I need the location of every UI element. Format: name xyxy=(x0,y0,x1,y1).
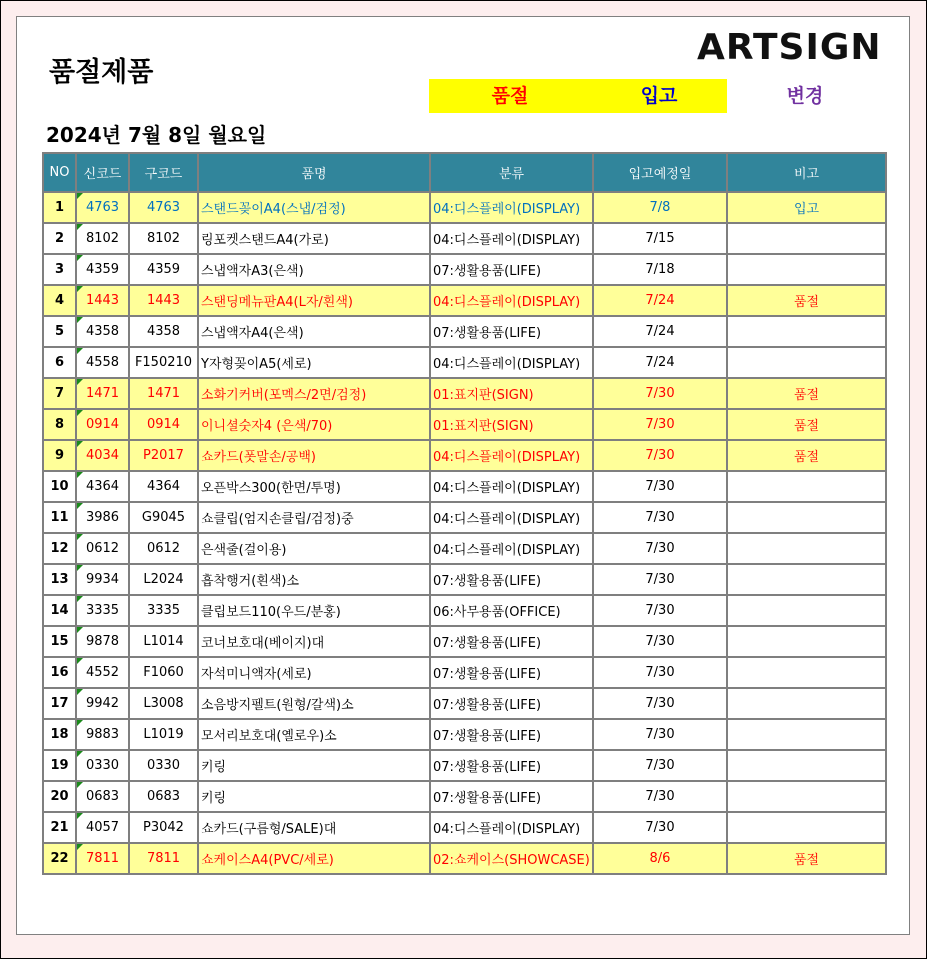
cell-arrival-date[interactable]: 7/30 xyxy=(593,812,727,843)
cell-new-code[interactable]: 1443 xyxy=(76,285,129,316)
cell-category[interactable]: 07:생활용품(LIFE) xyxy=(430,657,593,688)
cell-category[interactable]: 04:디스플레이(DISPLAY) xyxy=(430,471,593,502)
cell-category[interactable]: 04:디스플레이(DISPLAY) xyxy=(430,347,593,378)
header-new-code[interactable]: 신코드 xyxy=(76,153,129,192)
cell-category[interactable]: 07:생활용품(LIFE) xyxy=(430,626,593,657)
table-row xyxy=(43,843,886,874)
cell-new-code[interactable]: 3335 xyxy=(76,595,129,626)
row-number[interactable]: 12 xyxy=(43,533,76,564)
header-product-name[interactable]: 품명 xyxy=(198,153,430,192)
cell-old-code[interactable]: L1019 xyxy=(129,719,198,750)
legend-restock: 입고 xyxy=(640,85,678,107)
cell-old-code[interactable]: 4763 xyxy=(129,192,198,223)
cell-old-code[interactable]: 8102 xyxy=(129,223,198,254)
cell-arrival-date[interactable]: 7/30 xyxy=(593,719,727,750)
cell-product-name[interactable]: 자석미니액자(세로) xyxy=(198,657,430,688)
cell-product-name[interactable]: 쇼케이스A4(PVC/세로) xyxy=(198,843,430,874)
cell-category[interactable]: 01:표지판(SIGN) xyxy=(430,378,593,409)
cell-product-name[interactable]: 오픈박스300(한면/투명) xyxy=(198,471,430,502)
row-number[interactable]: 7 xyxy=(43,378,76,409)
cell-product-name[interactable]: 소화기커버(포멕스/2면/검정) xyxy=(198,378,430,409)
cell-old-code[interactable]: 4364 xyxy=(129,471,198,502)
cell-new-code[interactable]: 1471 xyxy=(76,378,129,409)
cell-category[interactable]: 04:디스플레이(DISPLAY) xyxy=(430,285,593,316)
cell-category[interactable]: 02:쇼케이스(SHOWCASE) xyxy=(430,843,593,874)
cell-product-name[interactable]: 은색줄(걸이용) xyxy=(198,533,430,564)
cell-new-code[interactable]: 4359 xyxy=(76,254,129,285)
cell-category[interactable]: 07:생활용품(LIFE) xyxy=(430,254,593,285)
table-row xyxy=(43,626,886,657)
cell-note[interactable] xyxy=(727,657,886,688)
cell-new-code[interactable]: 0914 xyxy=(76,409,129,440)
cell-note[interactable] xyxy=(727,626,886,657)
cell-arrival-date[interactable]: 7/30 xyxy=(593,595,727,626)
table-header-row xyxy=(43,153,886,192)
table-row xyxy=(43,254,886,285)
cell-product-name[interactable]: 클립보드110(우드/분홍) xyxy=(198,595,430,626)
legend-soldout: 품절 xyxy=(491,85,529,107)
cell-product-name[interactable]: 코너보호대(베이지)대 xyxy=(198,626,430,657)
cell-arrival-date[interactable]: 7/8 xyxy=(593,192,727,223)
cell-new-code[interactable]: 0330 xyxy=(76,750,129,781)
soldout-table xyxy=(42,152,887,875)
brand-logo: ARTSIGN xyxy=(697,27,882,68)
row-number[interactable]: 20 xyxy=(43,781,76,812)
cell-old-code[interactable]: 0914 xyxy=(129,409,198,440)
row-number[interactable]: 3 xyxy=(43,254,76,285)
cell-product-name[interactable]: 링포켓스탠드A4(가로) xyxy=(198,223,430,254)
table-row xyxy=(43,378,886,409)
cell-arrival-date[interactable]: 7/15 xyxy=(593,223,727,254)
cell-arrival-date[interactable]: 7/18 xyxy=(593,254,727,285)
table-row xyxy=(43,440,886,471)
row-number[interactable]: 10 xyxy=(43,471,76,502)
cell-product-name[interactable]: 키링 xyxy=(198,750,430,781)
cell-note[interactable] xyxy=(727,254,886,285)
table-row xyxy=(43,502,886,533)
cell-old-code[interactable]: 0683 xyxy=(129,781,198,812)
row-number[interactable]: 6 xyxy=(43,347,76,378)
table-row xyxy=(43,347,886,378)
cell-category[interactable]: 07:생활용품(LIFE) xyxy=(430,719,593,750)
cell-old-code[interactable]: G9045 xyxy=(129,502,198,533)
report-date: 2024년 7월 8일 월요일 xyxy=(46,123,267,147)
cell-note[interactable] xyxy=(727,564,886,595)
cell-old-code[interactable]: L3008 xyxy=(129,688,198,719)
cell-new-code[interactable]: 9934 xyxy=(76,564,129,595)
cell-new-code[interactable]: 9878 xyxy=(76,626,129,657)
cell-arrival-date[interactable]: 7/30 xyxy=(593,378,727,409)
cell-note[interactable] xyxy=(727,316,886,347)
cell-product-name[interactable]: 쇼카드(폿말손/공백) xyxy=(198,440,430,471)
header-no[interactable]: NO xyxy=(43,153,76,192)
cell-old-code[interactable]: 4358 xyxy=(129,316,198,347)
cell-note[interactable] xyxy=(727,750,886,781)
row-number[interactable]: 16 xyxy=(43,657,76,688)
cell-note[interactable]: 품절 xyxy=(727,843,886,874)
cell-arrival-date[interactable]: 7/30 xyxy=(593,471,727,502)
cell-category[interactable]: 01:표지판(SIGN) xyxy=(430,409,593,440)
cell-product-name[interactable]: 이니셜숫자4 (은색/70) xyxy=(198,409,430,440)
table-row xyxy=(43,316,886,347)
cell-old-code[interactable]: 0612 xyxy=(129,533,198,564)
cell-arrival-date[interactable]: 7/30 xyxy=(593,750,727,781)
cell-note[interactable]: 품절 xyxy=(727,409,886,440)
cell-old-code[interactable]: P3042 xyxy=(129,812,198,843)
cell-note[interactable] xyxy=(727,502,886,533)
cell-new-code[interactable]: 4364 xyxy=(76,471,129,502)
table-row xyxy=(43,564,886,595)
cell-old-code[interactable]: F150210 xyxy=(129,347,198,378)
cell-arrival-date[interactable]: 7/24 xyxy=(593,316,727,347)
cell-old-code[interactable]: L2024 xyxy=(129,564,198,595)
cell-category[interactable]: 07:생활용품(LIFE) xyxy=(430,781,593,812)
cell-new-code[interactable]: 0612 xyxy=(76,533,129,564)
cell-category[interactable]: 07:생활용품(LIFE) xyxy=(430,564,593,595)
cell-note[interactable] xyxy=(727,719,886,750)
cell-product-name[interactable]: 모서리보호대(옐로우)소 xyxy=(198,719,430,750)
cell-arrival-date[interactable]: 7/30 xyxy=(593,502,727,533)
cell-note[interactable] xyxy=(727,781,886,812)
cell-note[interactable] xyxy=(727,471,886,502)
table-row xyxy=(43,750,886,781)
cell-old-code[interactable]: L1014 xyxy=(129,626,198,657)
cell-new-code[interactable]: 9883 xyxy=(76,719,129,750)
row-number[interactable]: 13 xyxy=(43,564,76,595)
cell-arrival-date[interactable]: 7/30 xyxy=(593,440,727,471)
cell-note[interactable] xyxy=(727,533,886,564)
table-row xyxy=(43,533,886,564)
row-number[interactable]: 18 xyxy=(43,719,76,750)
cell-note[interactable] xyxy=(727,812,886,843)
cell-note[interactable] xyxy=(727,595,886,626)
row-number[interactable]: 9 xyxy=(43,440,76,471)
cell-product-name[interactable]: 흡착행거(흰색)소 xyxy=(198,564,430,595)
header-note[interactable]: 비고 xyxy=(727,153,886,192)
cell-old-code[interactable]: 3335 xyxy=(129,595,198,626)
cell-arrival-date[interactable]: 7/24 xyxy=(593,347,727,378)
cell-new-code[interactable]: 4763 xyxy=(76,192,129,223)
cell-arrival-date[interactable]: 7/30 xyxy=(593,626,727,657)
row-number[interactable]: 8 xyxy=(43,409,76,440)
row-number[interactable]: 5 xyxy=(43,316,76,347)
cell-old-code[interactable]: 4359 xyxy=(129,254,198,285)
cell-product-name[interactable]: 소음방지펠트(원형/갈색)소 xyxy=(198,688,430,719)
cell-note[interactable]: 품절 xyxy=(727,440,886,471)
cell-category[interactable]: 04:디스플레이(DISPLAY) xyxy=(430,440,593,471)
cell-category[interactable]: 07:생활용품(LIFE) xyxy=(430,316,593,347)
cell-new-code[interactable]: 9942 xyxy=(76,688,129,719)
cell-product-name[interactable]: 스냅액자A4(은색) xyxy=(198,316,430,347)
cell-product-name[interactable]: 쇼카드(구름형/SALE)대 xyxy=(198,812,430,843)
cell-category[interactable]: 06:사무용품(OFFICE) xyxy=(430,595,593,626)
cell-note[interactable] xyxy=(727,223,886,254)
table-row xyxy=(43,812,886,843)
cell-category[interactable]: 04:디스플레이(DISPLAY) xyxy=(430,533,593,564)
row-number[interactable]: 21 xyxy=(43,812,76,843)
cell-new-code[interactable]: 4034 xyxy=(76,440,129,471)
table-row xyxy=(43,688,886,719)
table-row xyxy=(43,719,886,750)
table-row xyxy=(43,192,886,223)
row-number[interactable]: 11 xyxy=(43,502,76,533)
cell-arrival-date[interactable]: 7/30 xyxy=(593,564,727,595)
cell-new-code[interactable]: 0683 xyxy=(76,781,129,812)
cell-note[interactable] xyxy=(727,688,886,719)
cell-note[interactable]: 입고 xyxy=(727,192,886,223)
cell-new-code[interactable]: 4552 xyxy=(76,657,129,688)
table-row xyxy=(43,285,886,316)
cell-arrival-date[interactable]: 7/30 xyxy=(593,657,727,688)
sheet xyxy=(16,16,910,935)
cell-note[interactable]: 품절 xyxy=(727,285,886,316)
row-number[interactable]: 17 xyxy=(43,688,76,719)
cell-product-name[interactable]: Y자형꽂이A5(세로) xyxy=(198,347,430,378)
cell-category[interactable]: 04:디스플레이(DISPLAY) xyxy=(430,223,593,254)
table-row xyxy=(43,223,886,254)
table-row xyxy=(43,471,886,502)
cell-product-name[interactable]: 스탠딩메뉴판A4(L자/흰색) xyxy=(198,285,430,316)
cell-new-code[interactable]: 3986 xyxy=(76,502,129,533)
cell-product-name[interactable]: 키링 xyxy=(198,781,430,812)
cell-old-code[interactable]: 7811 xyxy=(129,843,198,874)
cell-old-code[interactable]: 1443 xyxy=(129,285,198,316)
row-number[interactable]: 14 xyxy=(43,595,76,626)
cell-category[interactable]: 04:디스플레이(DISPLAY) xyxy=(430,502,593,533)
page-title: 품절제품 xyxy=(49,57,154,88)
cell-product-name[interactable]: 쇼클립(엄지손클립/검정)중 xyxy=(198,502,430,533)
table-row xyxy=(43,657,886,688)
cell-note[interactable]: 품절 xyxy=(727,378,886,409)
cell-old-code[interactable]: 1471 xyxy=(129,378,198,409)
cell-arrival-date[interactable]: 7/30 xyxy=(593,781,727,812)
header-arrival-date[interactable]: 입고예정일 xyxy=(593,153,727,192)
cell-arrival-date[interactable]: 7/30 xyxy=(593,533,727,564)
cell-category[interactable]: 07:생활용품(LIFE) xyxy=(430,688,593,719)
cell-new-code[interactable]: 8102 xyxy=(76,223,129,254)
cell-product-name[interactable]: 스탠드꽂이A4(스냅/검정) xyxy=(198,192,430,223)
cell-category[interactable]: 07:생활용품(LIFE) xyxy=(430,750,593,781)
table-row xyxy=(43,781,886,812)
row-number[interactable]: 1 xyxy=(43,192,76,223)
cell-category[interactable]: 04:디스플레이(DISPLAY) xyxy=(430,812,593,843)
row-number[interactable]: 2 xyxy=(43,223,76,254)
cell-old-code[interactable]: F1060 xyxy=(129,657,198,688)
row-number[interactable]: 22 xyxy=(43,843,76,874)
cell-arrival-date[interactable]: 8/6 xyxy=(593,843,727,874)
header-category[interactable]: 분류 xyxy=(430,153,593,192)
table-row xyxy=(43,595,886,626)
cell-category[interactable]: 04:디스플레이(DISPLAY) xyxy=(430,192,593,223)
header-old-code[interactable]: 구코드 xyxy=(129,153,198,192)
cell-new-code[interactable]: 4057 xyxy=(76,812,129,843)
cell-new-code[interactable]: 4558 xyxy=(76,347,129,378)
cell-arrival-date[interactable]: 7/24 xyxy=(593,285,727,316)
cell-arrival-date[interactable]: 7/30 xyxy=(593,409,727,440)
row-number[interactable]: 15 xyxy=(43,626,76,657)
row-number[interactable]: 19 xyxy=(43,750,76,781)
cell-old-code[interactable]: P2017 xyxy=(129,440,198,471)
cell-arrival-date[interactable]: 7/30 xyxy=(593,688,727,719)
table-row xyxy=(43,409,886,440)
row-number[interactable]: 4 xyxy=(43,285,76,316)
cell-product-name[interactable]: 스냅액자A3(은색) xyxy=(198,254,430,285)
cell-note[interactable] xyxy=(727,347,886,378)
cell-new-code[interactable]: 4358 xyxy=(76,316,129,347)
cell-new-code[interactable]: 7811 xyxy=(76,843,129,874)
cell-old-code[interactable]: 0330 xyxy=(129,750,198,781)
legend-change: 변경 xyxy=(786,85,824,107)
